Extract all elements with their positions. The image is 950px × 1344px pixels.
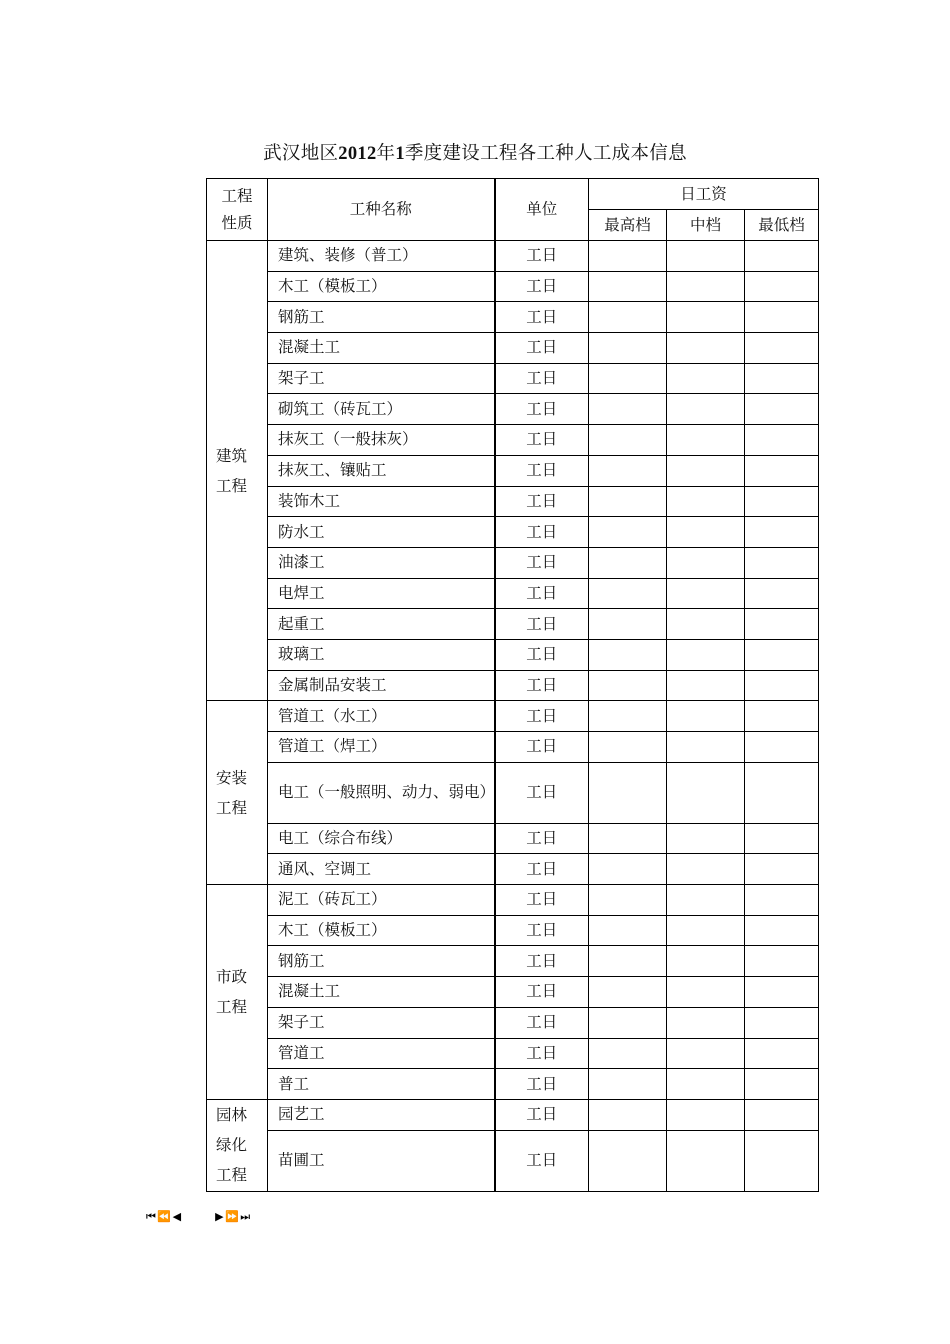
- wage-low-cell[interactable]: [745, 854, 819, 885]
- trade-name-cell: 混凝土工: [268, 977, 495, 1008]
- wage-low-cell[interactable]: [745, 609, 819, 640]
- trade-name-cell: 建筑、装修（普工）: [268, 241, 495, 272]
- unit-cell: 工日: [495, 425, 589, 456]
- wage-high-cell[interactable]: [589, 1069, 667, 1100]
- trade-name-cell: 木工（模板工）: [268, 915, 495, 946]
- wage-low-cell[interactable]: [745, 732, 819, 763]
- wage-mid-cell[interactable]: [667, 333, 745, 364]
- trade-name-cell: 钢筋工: [268, 946, 495, 977]
- unit-cell: 工日: [495, 977, 589, 1008]
- wage-high-cell[interactable]: [589, 823, 667, 854]
- trade-name-cell: 金属制品安装工: [268, 670, 495, 701]
- unit-cell: 工日: [495, 854, 589, 885]
- last-page-icon[interactable]: ⏭: [240, 1210, 250, 1223]
- wage-low-cell[interactable]: [745, 977, 819, 1008]
- unit-cell: 工日: [495, 1130, 589, 1191]
- unit-cell: 工日: [495, 241, 589, 272]
- title-year: 2012: [338, 144, 377, 164]
- trade-name-cell: 管道工: [268, 1038, 495, 1069]
- wage-low-cell[interactable]: [745, 241, 819, 272]
- wage-low-cell[interactable]: [745, 1099, 819, 1130]
- wage-mid-cell[interactable]: [667, 1069, 745, 1100]
- wage-mid-cell[interactable]: [667, 639, 745, 670]
- wage-mid-cell[interactable]: [667, 455, 745, 486]
- unit-cell: 工日: [495, 915, 589, 946]
- wage-low-cell[interactable]: [745, 363, 819, 394]
- unit-cell: 工日: [495, 885, 589, 916]
- wage-mid-cell[interactable]: [667, 885, 745, 916]
- wage-high-cell[interactable]: [589, 241, 667, 272]
- wage-high-cell[interactable]: [589, 1007, 667, 1038]
- wage-mid-cell[interactable]: [667, 394, 745, 425]
- wage-mid-cell[interactable]: [667, 241, 745, 272]
- wage-mid-cell[interactable]: [667, 486, 745, 517]
- table-row: [207, 271, 819, 302]
- table-row: [207, 1099, 819, 1130]
- table-row: [207, 363, 819, 394]
- wage-high-cell[interactable]: [589, 486, 667, 517]
- wage-high-cell[interactable]: [589, 363, 667, 394]
- category-cell: 市政 工程: [207, 885, 268, 1100]
- wage-high-cell[interactable]: [589, 885, 667, 916]
- header-wage-high: 最高档: [589, 210, 667, 241]
- table-row: [207, 670, 819, 701]
- unit-cell: 工日: [495, 302, 589, 333]
- table-row: [207, 609, 819, 640]
- table-row: [207, 977, 819, 1008]
- wage-mid-cell[interactable]: [667, 946, 745, 977]
- unit-cell: 工日: [495, 394, 589, 425]
- wage-low-cell[interactable]: [745, 302, 819, 333]
- wage-low-cell[interactable]: [745, 639, 819, 670]
- table-row: [207, 946, 819, 977]
- next-page-icon[interactable]: ▶: [215, 1210, 223, 1223]
- wage-mid-cell[interactable]: [667, 977, 745, 1008]
- trade-name-cell: 装饰木工: [268, 486, 495, 517]
- unit-cell: 工日: [495, 639, 589, 670]
- wage-mid-cell[interactable]: [667, 823, 745, 854]
- unit-cell: 工日: [495, 609, 589, 640]
- labor-cost-table: [206, 178, 819, 1192]
- wage-high-cell[interactable]: [589, 609, 667, 640]
- wage-mid-cell[interactable]: [667, 302, 745, 333]
- header-wage-low: 最低档: [745, 210, 819, 241]
- unit-cell: 工日: [495, 946, 589, 977]
- previous-page-icon[interactable]: ◀: [172, 1210, 181, 1223]
- unit-cell: 工日: [495, 670, 589, 701]
- wage-high-cell[interactable]: [589, 547, 667, 578]
- unit-cell: 工日: [495, 271, 589, 302]
- wage-mid-cell[interactable]: [667, 363, 745, 394]
- trade-name-cell: 抹灰工、镶贴工: [268, 455, 495, 486]
- wage-high-cell[interactable]: [589, 670, 667, 701]
- wage-low-cell[interactable]: [745, 455, 819, 486]
- wage-low-cell[interactable]: [745, 1130, 819, 1191]
- wage-high-cell[interactable]: [589, 762, 667, 823]
- table-row: [207, 823, 819, 854]
- wage-high-cell[interactable]: [589, 639, 667, 670]
- fast-forward-icon[interactable]: ⏩: [225, 1210, 238, 1223]
- unit-cell: 工日: [495, 762, 589, 823]
- wage-mid-cell[interactable]: [667, 578, 745, 609]
- table-row: [207, 915, 819, 946]
- wage-low-cell[interactable]: [745, 946, 819, 977]
- wage-mid-cell[interactable]: [667, 732, 745, 763]
- trade-name-cell: 管道工（水工）: [268, 701, 495, 732]
- wage-low-cell[interactable]: [745, 271, 819, 302]
- wage-mid-cell[interactable]: [667, 670, 745, 701]
- wage-mid-cell[interactable]: [667, 854, 745, 885]
- wage-high-cell[interactable]: [589, 455, 667, 486]
- wage-high-cell[interactable]: [589, 394, 667, 425]
- trade-name-cell: 油漆工: [268, 547, 495, 578]
- wage-mid-cell[interactable]: [667, 762, 745, 823]
- wage-high-cell[interactable]: [589, 915, 667, 946]
- wage-low-cell[interactable]: [745, 394, 819, 425]
- trade-name-cell: 木工（模板工）: [268, 271, 495, 302]
- header-daily-wage: 日工资: [589, 179, 819, 210]
- wage-high-cell[interactable]: [589, 517, 667, 548]
- trade-name-cell: 防水工: [268, 517, 495, 548]
- trade-name-cell: 钢筋工: [268, 302, 495, 333]
- wage-low-cell[interactable]: [745, 578, 819, 609]
- wage-low-cell[interactable]: [745, 670, 819, 701]
- wage-high-cell[interactable]: [589, 977, 667, 1008]
- unit-cell: 工日: [495, 547, 589, 578]
- table-row: [207, 333, 819, 364]
- wage-low-cell[interactable]: [745, 1069, 819, 1100]
- table-row: [207, 639, 819, 670]
- table-row: [207, 854, 819, 885]
- wage-low-cell[interactable]: [745, 1007, 819, 1038]
- table-row: [207, 455, 819, 486]
- unit-cell: 工日: [495, 578, 589, 609]
- wage-low-cell[interactable]: [745, 762, 819, 823]
- wage-low-cell[interactable]: [745, 823, 819, 854]
- table-row: [207, 547, 819, 578]
- header-trade: 工种名称: [268, 179, 495, 241]
- wage-high-cell[interactable]: [589, 854, 667, 885]
- unit-cell: 工日: [495, 1007, 589, 1038]
- wage-high-cell[interactable]: [589, 946, 667, 977]
- wage-mid-cell[interactable]: [667, 701, 745, 732]
- header-wage-mid: 中档: [667, 210, 745, 241]
- title-quarter: 1: [395, 144, 405, 164]
- wage-mid-cell[interactable]: [667, 1038, 745, 1069]
- trade-name-cell: 抹灰工（一般抹灰）: [268, 425, 495, 456]
- trade-name-cell: 架子工: [268, 1007, 495, 1038]
- table-row: [207, 517, 819, 548]
- wage-mid-cell[interactable]: [667, 609, 745, 640]
- wage-high-cell[interactable]: [589, 425, 667, 456]
- unit-cell: 工日: [495, 486, 589, 517]
- wage-mid-cell[interactable]: [667, 1099, 745, 1130]
- wage-low-cell[interactable]: [745, 885, 819, 916]
- trade-name-cell: 园艺工: [268, 1099, 495, 1130]
- trade-name-cell: 苗圃工: [268, 1130, 495, 1191]
- header-category: 工程 性质: [207, 179, 268, 241]
- wage-high-cell[interactable]: [589, 1038, 667, 1069]
- table-row: [207, 486, 819, 517]
- rewind-icon[interactable]: ⏪: [157, 1210, 171, 1223]
- header-unit: 单位: [495, 179, 589, 241]
- wage-low-cell[interactable]: [745, 517, 819, 548]
- unit-cell: 工日: [495, 701, 589, 732]
- table-row: [207, 885, 819, 916]
- wage-mid-cell[interactable]: [667, 915, 745, 946]
- wage-high-cell[interactable]: [589, 333, 667, 364]
- table-row: [207, 701, 819, 732]
- category-cell: 园林 绿化 工程: [207, 1099, 268, 1191]
- trade-name-cell: 砌筑工（砖瓦工）: [268, 394, 495, 425]
- wage-high-cell[interactable]: [589, 732, 667, 763]
- unit-cell: 工日: [495, 823, 589, 854]
- wage-mid-cell[interactable]: [667, 1007, 745, 1038]
- table-row: [207, 241, 819, 272]
- document-title: 武汉地区2012年1季度建设工程各工种人工成本信息: [263, 143, 687, 164]
- wage-high-cell[interactable]: [589, 1130, 667, 1191]
- wage-low-cell[interactable]: [745, 701, 819, 732]
- wage-low-cell[interactable]: [745, 547, 819, 578]
- table-row: [207, 762, 819, 823]
- trade-name-cell: 电工（一般照明、动力、弱电）: [268, 762, 495, 823]
- unit-cell: 工日: [495, 517, 589, 548]
- unit-cell: 工日: [495, 1099, 589, 1130]
- wage-low-cell[interactable]: [745, 486, 819, 517]
- table-row: [207, 1130, 819, 1191]
- wage-high-cell[interactable]: [589, 701, 667, 732]
- table-row: [207, 1069, 819, 1100]
- table-row: [207, 394, 819, 425]
- trade-name-cell: 普工: [268, 1069, 495, 1100]
- trade-name-cell: 通风、空调工: [268, 854, 495, 885]
- unit-cell: 工日: [495, 1038, 589, 1069]
- trade-name-cell: 玻璃工: [268, 639, 495, 670]
- category-cell: 安装 工程: [207, 701, 268, 885]
- trade-name-cell: 起重工: [268, 609, 495, 640]
- unit-cell: 工日: [495, 732, 589, 763]
- trade-name-cell: 电焊工: [268, 578, 495, 609]
- trade-name-cell: 电工（综合布线）: [268, 823, 495, 854]
- first-page-icon[interactable]: ⏮: [146, 1210, 155, 1223]
- table-row: [207, 578, 819, 609]
- wage-low-cell[interactable]: [745, 915, 819, 946]
- table-row: [207, 302, 819, 333]
- table-row: [207, 425, 819, 456]
- wage-high-cell[interactable]: [589, 578, 667, 609]
- wage-mid-cell[interactable]: [667, 517, 745, 548]
- table-row: [207, 1007, 819, 1038]
- trade-name-cell: 泥工（砖瓦工）: [268, 885, 495, 916]
- unit-cell: 工日: [495, 363, 589, 394]
- unit-cell: 工日: [495, 455, 589, 486]
- wage-low-cell[interactable]: [745, 425, 819, 456]
- wage-high-cell[interactable]: [589, 302, 667, 333]
- wage-high-cell[interactable]: [589, 271, 667, 302]
- wage-high-cell[interactable]: [589, 1099, 667, 1130]
- trade-name-cell: 架子工: [268, 363, 495, 394]
- trade-name-cell: 混凝土工: [268, 333, 495, 364]
- category-cell: 建筑 工程: [207, 241, 268, 701]
- table-row: [207, 732, 819, 763]
- unit-cell: 工日: [495, 1069, 589, 1100]
- trade-name-cell: 管道工（焊工）: [268, 732, 495, 763]
- wage-mid-cell[interactable]: [667, 271, 745, 302]
- wage-mid-cell[interactable]: [667, 425, 745, 456]
- page-navigation: [146, 1210, 249, 1224]
- unit-cell: 工日: [495, 333, 589, 364]
- table-row: [207, 1038, 819, 1069]
- wage-mid-cell[interactable]: [667, 547, 745, 578]
- wage-low-cell[interactable]: [745, 333, 819, 364]
- wage-mid-cell[interactable]: [667, 1130, 745, 1191]
- wage-low-cell[interactable]: [745, 1038, 819, 1069]
